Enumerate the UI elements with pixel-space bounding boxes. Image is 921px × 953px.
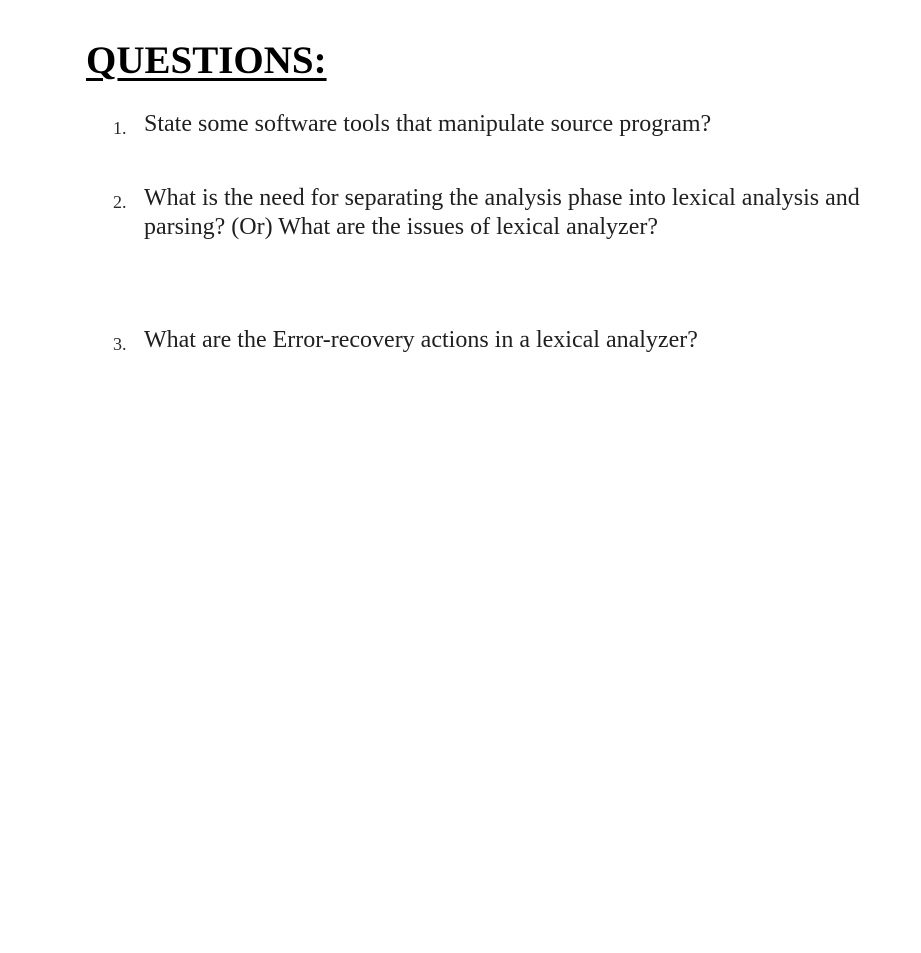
- page-title: QUESTIONS:: [86, 39, 327, 82]
- question-text: What are the Error-recovery actions in a lexical analyzer?: [144, 327, 698, 353]
- question-number: 1.: [113, 118, 127, 138]
- question-number: 2.: [113, 192, 127, 212]
- question-text: What is the need for separating the analysis phase into lexical analysis and parsing? (Or) What are the issues of lexical analyzer?: [144, 185, 860, 240]
- question-number: 3.: [113, 334, 127, 354]
- question-text: State some software tools that manipulate source program?: [144, 111, 712, 137]
